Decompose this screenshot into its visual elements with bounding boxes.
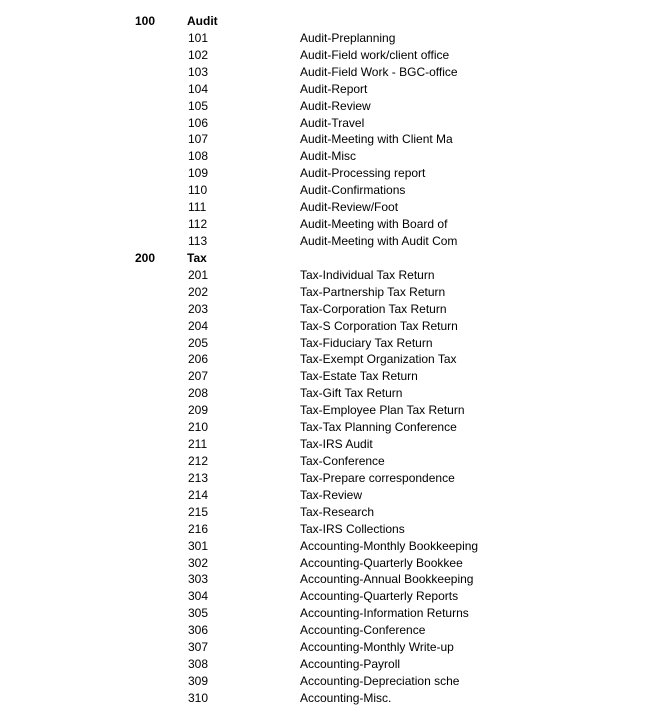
service-code: 101: [188, 30, 209, 45]
service-code-row: [0, 436, 664, 453]
service-code: 215: [188, 504, 209, 519]
service-code-row: [0, 419, 664, 436]
service-code-row: [0, 81, 664, 98]
service-description: Accounting-Information Returns: [300, 606, 469, 621]
service-description: Accounting-Quarterly Reports: [300, 589, 459, 604]
service-code-row: [0, 318, 664, 335]
service-description: Audit-Review/Foot: [300, 200, 399, 215]
service-code: 112: [188, 217, 208, 232]
service-code: 212: [188, 453, 209, 468]
service-code-row: [0, 351, 664, 368]
service-description: Tax-Exempt Organization Tax: [300, 352, 457, 367]
service-code-row: [0, 284, 664, 301]
service-description: Tax-Tax Planning Conference: [300, 420, 457, 435]
service-code-row: [0, 301, 664, 318]
service-code: 202: [188, 284, 209, 299]
service-code: 305: [188, 606, 209, 621]
service-code: 109: [188, 166, 209, 181]
service-code-row: [0, 639, 664, 656]
service-code: 206: [188, 352, 209, 367]
service-code: 204: [188, 318, 209, 333]
group-header-row: [0, 13, 664, 30]
service-description: Tax-IRS Audit: [300, 437, 373, 452]
service-description: Audit-Review: [300, 98, 371, 113]
service-code-row: [0, 216, 664, 233]
service-description: Audit-Travel: [300, 115, 365, 130]
service-code-row: [0, 555, 664, 572]
service-description: Tax-Fiduciary Tax Return: [300, 335, 433, 350]
service-code: 110: [188, 183, 208, 198]
service-code-row: [0, 402, 664, 419]
service-code-row: [0, 368, 664, 385]
service-code-row: [0, 199, 664, 216]
service-code-row: [0, 521, 664, 538]
service-code-row: [0, 182, 664, 199]
service-description: Accounting-Depreciation sche: [300, 673, 460, 688]
service-code: 210: [188, 420, 209, 435]
service-code: 208: [188, 386, 209, 401]
service-description: Tax-Gift Tax Return: [300, 386, 403, 401]
service-description: Audit-Meeting with Client Ma: [300, 132, 453, 147]
service-code-row: [0, 98, 664, 115]
service-description: Tax-Partnership Tax Return: [300, 284, 446, 299]
service-code-row: [0, 30, 664, 47]
group-code: 200: [135, 250, 156, 265]
service-code: 301: [188, 538, 209, 553]
service-code-row: [0, 115, 664, 132]
service-code: 111: [188, 200, 207, 215]
service-description: Audit-Confirmations: [300, 183, 406, 198]
service-code: 104: [188, 81, 209, 96]
service-code-list: [0, 13, 664, 707]
service-code-row: [0, 335, 664, 352]
service-description: Audit-Meeting with Audit Com: [300, 233, 458, 248]
service-code: 309: [188, 673, 209, 688]
service-description: Audit-Report: [300, 81, 368, 96]
service-code: 203: [188, 301, 209, 316]
service-description: Tax-Prepare correspondence: [300, 470, 455, 485]
service-code: 308: [188, 657, 209, 672]
service-code-row: [0, 538, 664, 555]
service-description: Audit-Processing report: [300, 166, 426, 181]
service-code-row: [0, 571, 664, 588]
service-code: 205: [188, 335, 209, 350]
service-code: 306: [188, 623, 209, 638]
service-description: Accounting-Misc.: [300, 690, 392, 705]
service-code-row: [0, 148, 664, 165]
service-description: Tax-Estate Tax Return: [300, 369, 418, 384]
service-code: 302: [188, 555, 209, 570]
service-code-row: [0, 690, 664, 707]
service-description: Audit-Field Work - BGC-office: [300, 64, 458, 79]
service-code: 307: [188, 640, 209, 655]
service-code: 108: [188, 149, 209, 164]
service-code-row: [0, 588, 664, 605]
group-code: 100: [135, 14, 156, 28]
service-code: 303: [188, 572, 209, 587]
service-code-row: [0, 64, 664, 81]
service-code: 209: [188, 403, 209, 418]
service-code: 102: [188, 47, 209, 62]
service-description: Accounting-Quarterly Bookkee: [300, 555, 463, 570]
service-description: Tax-Review: [300, 487, 363, 502]
service-description: Accounting-Monthly Bookkeeping: [300, 538, 479, 553]
service-code-row: [0, 233, 664, 250]
service-code: 216: [188, 521, 209, 536]
service-code-row: [0, 673, 664, 690]
service-description: Audit-Misc: [300, 149, 357, 164]
service-code-row: [0, 165, 664, 182]
service-code-row: [0, 453, 664, 470]
service-description: Accounting-Payroll: [300, 657, 401, 672]
service-description: Accounting-Monthly Write-up: [300, 640, 454, 655]
service-description: Audit-Field work/client office: [300, 47, 450, 62]
service-code-row: [0, 605, 664, 622]
service-code: 107: [188, 132, 209, 147]
service-description: Tax-Corporation Tax Return: [300, 301, 447, 316]
service-description: Tax-Employee Plan Tax Return: [300, 403, 465, 418]
service-description: Audit-Preplanning: [300, 30, 396, 45]
service-code-row: [0, 47, 664, 64]
service-code: 201: [188, 267, 209, 282]
group-header-row: [0, 250, 664, 267]
service-code-row: [0, 385, 664, 402]
service-description: Tax-S Corporation Tax Return: [300, 318, 458, 333]
service-code: 304: [188, 589, 209, 604]
service-description: Tax-Individual Tax Return: [300, 267, 435, 282]
service-code-row: [0, 504, 664, 521]
service-code-row: [0, 470, 664, 487]
service-code: 211: [188, 437, 208, 452]
service-code: 103: [188, 64, 209, 79]
group-name: Audit: [187, 14, 218, 28]
group-name: Tax: [187, 250, 207, 265]
service-code: 207: [188, 369, 209, 384]
service-description: Tax-Research: [300, 504, 375, 519]
service-description: Tax-Conference: [300, 453, 385, 468]
service-code: 310: [188, 690, 209, 705]
service-description: Audit-Meeting with Board of: [300, 217, 448, 232]
service-code-row: [0, 656, 664, 673]
service-code: 105: [188, 98, 209, 113]
service-description: Tax-IRS Collections: [300, 521, 405, 536]
service-code-row: [0, 267, 664, 284]
service-code-row: [0, 131, 664, 148]
service-code-row: [0, 487, 664, 504]
service-code: 113: [188, 233, 208, 248]
service-code: 214: [188, 487, 209, 502]
service-code: 106: [188, 115, 209, 130]
service-code-row: [0, 622, 664, 639]
service-code: 213: [188, 470, 209, 485]
service-description: Accounting-Conference: [300, 623, 426, 638]
service-description: Accounting-Annual Bookkeeping: [300, 572, 474, 587]
